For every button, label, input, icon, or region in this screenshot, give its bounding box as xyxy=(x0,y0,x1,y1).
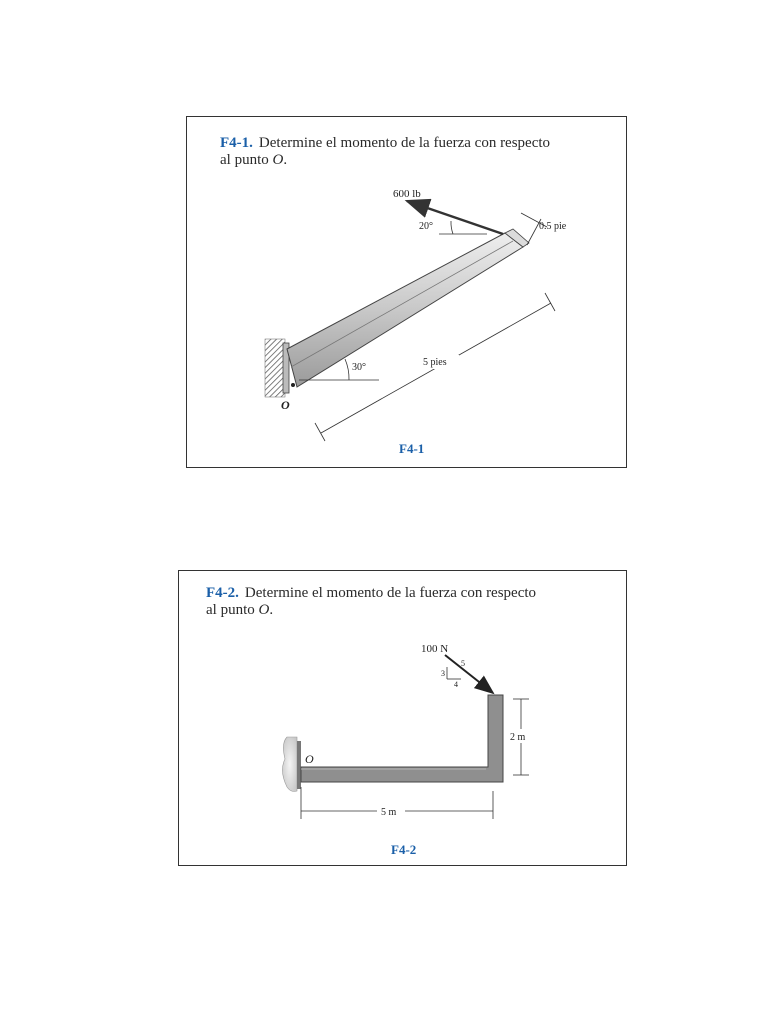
length-label: 5 m xyxy=(381,807,397,818)
statement-line-1: Determine el momento de la fuerza con respecto xyxy=(258,135,551,151)
statement-point: O xyxy=(258,602,270,618)
statement-end: . xyxy=(283,152,288,168)
point-o-label: O xyxy=(281,398,290,412)
problem-f4-1-box xyxy=(186,116,627,468)
force-label: 100 N xyxy=(421,643,449,655)
statement-end: . xyxy=(269,602,274,618)
base-angle-label: 30° xyxy=(352,362,366,373)
figure-caption: F4-1 xyxy=(399,441,425,456)
base-plate xyxy=(297,741,301,789)
force-angle-label: 20° xyxy=(419,221,433,232)
statement-point: O xyxy=(272,152,284,168)
point-o-marker xyxy=(291,383,295,387)
length-tick-right xyxy=(545,293,555,311)
force-arrow xyxy=(445,655,493,693)
wall-support xyxy=(265,339,285,397)
slope-horiz-label: 4 xyxy=(454,680,458,689)
inclined-beam xyxy=(287,233,523,387)
force-label: 600 lb xyxy=(393,188,421,200)
height-label: 2 m xyxy=(510,732,526,743)
wall-support xyxy=(282,737,297,792)
figure-f4-2 xyxy=(179,571,628,867)
problem-f4-2-box xyxy=(178,570,627,866)
offset-label: 0.5 pie xyxy=(539,221,567,232)
point-o-label: O xyxy=(305,752,314,766)
figure-caption: F4-2 xyxy=(391,842,417,857)
slope-vert-label: 3 xyxy=(441,669,445,678)
base-angle-arc xyxy=(345,359,349,380)
statement-line-1: Determine el momento de la fuerza con respecto xyxy=(244,585,537,601)
statement-line-2: al punto xyxy=(206,602,259,618)
slope-hyp-label: 5 xyxy=(461,659,465,668)
problem-number: F4-1. xyxy=(220,135,253,151)
statement-line-2: al punto xyxy=(220,152,273,168)
problem-number: F4-2. xyxy=(206,585,239,601)
figure-f4-1 xyxy=(187,117,628,469)
force-angle-arc xyxy=(451,221,453,234)
length-label: 5 pies xyxy=(423,357,447,368)
beam-edge xyxy=(291,241,513,367)
